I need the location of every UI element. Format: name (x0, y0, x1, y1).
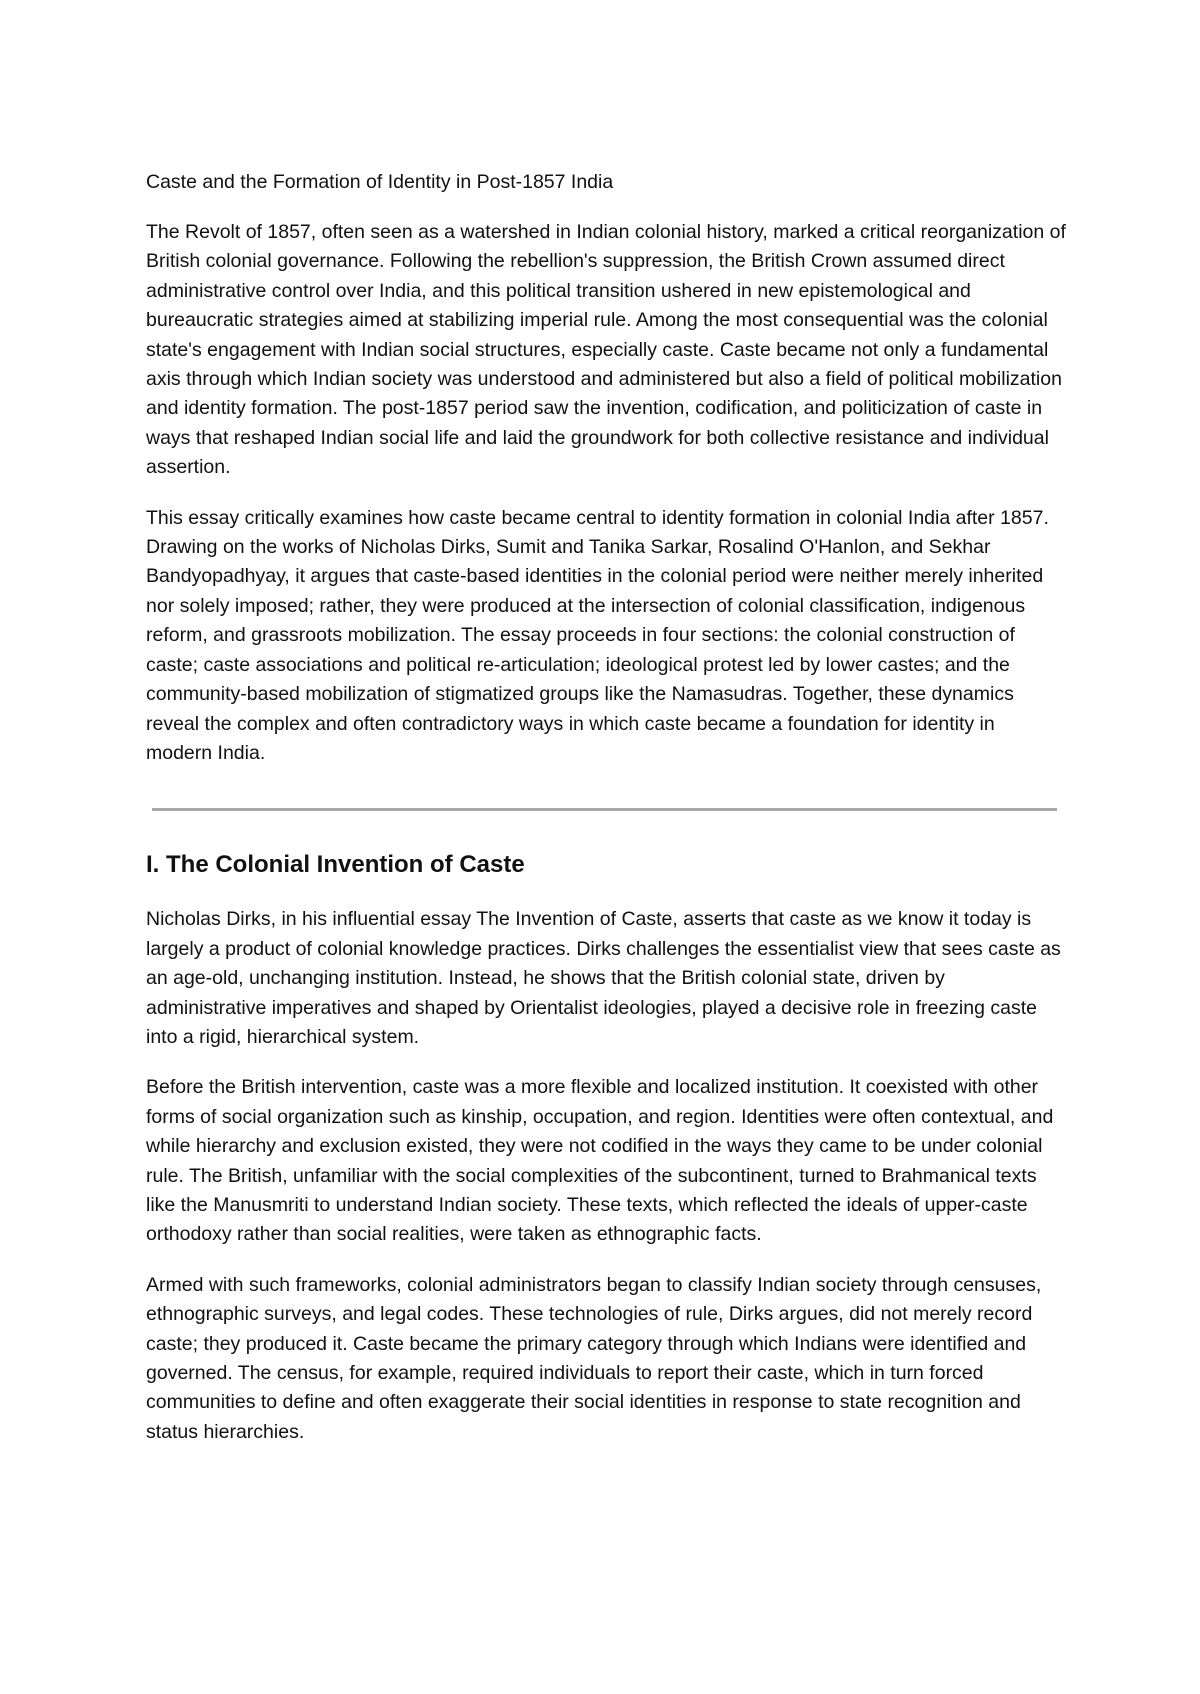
section-paragraph: Nicholas Dirks, in his influential essay The Invention of Caste, asserts that caste as we know it today is largely a product of colonial knowledge practices. Dirks challenges the essentialist view that sees caste as an age-old, unchanging institution. Instead, he shows that the British colonial state, driven by administrative imperatives and shaped by Orientalist ideologies, played a decisive role in freezing caste into a rigid, hierarchical system. (146, 908, 1061, 1048)
section-paragraph: Before the British intervention, caste was a more flexible and localized institution. It coexisted with other forms of social organization such as kinship, occupation, and region. Identities were often contextual, and while hierarchy and exclusion existed, they were not codified in the ways they came to be under colonial rule. The British, unfamiliar with the social complexities of the subcontinent, turned to Brahmanical texts like the Manusmriti to understand Indian society. These texts, which reflected the ideals of upper-caste orthodoxy rather than social realities, were taken as ethnographic facts. (146, 1076, 1054, 1246)
section-heading: I. The Colonial Invention of Caste (146, 851, 525, 879)
section-paragraph: Armed with such frameworks, colonial administrators began to classify Indian society through censuses, ethnographic surveys, and legal codes. These technologies of rule, Dirks argues, did not merely record caste; they produced it. Caste became the primary category through which Indians were identified and governed. The census, for example, required individuals to report their caste, which in turn forced communities to define and often exaggerate their social identities in response to state recognition and status hierarchies. (146, 1273, 1042, 1443)
document-page (146, 168, 1066, 1468)
horizontal-divider (152, 808, 1057, 811)
intro-paragraph: The Revolt of 1857, often seen as a watershed in Indian colonial history, marked a critical reorganization of British colonial governance. Following the rebellion's suppression, the British Crown assumed direct administrative control over India, and this political transition ushered in new epistemological and bureaucratic strategies aimed at stabilizing imperial rule. Among the most consequential was the colonial state's engagement with Indian social structures, especially caste. Caste became not only a fundamental axis through which Indian society was understood and administered but also a field of political mobilization and identity formation. The post-1857 period saw the invention, codification, and politicization of caste in ways that reshaped Indian social life and laid the groundwork for both collective resistance and individual assertion. (146, 221, 1066, 479)
intro-paragraph: This essay critically examines how caste became central to identity formation in colonial India after 1857. Drawing on the works of Nicholas Dirks, Sumit and Tanika Sarkar, Rosalind O'Hanlon, and Sekhar Bandyopadhyay, it argues that caste-based identities in the colonial period were neither merely inherited nor solely imposed; rather, they were produced at the intersection of colonial classification, indigenous reform, and grassroots mobilization. The essay proceeds in four sections: the colonial construction of caste; caste associations and political re-articulation; ideological protest led by lower castes; and the community-based mobilization of stigmatized groups like the Namasudras. Together, these dynamics reveal the complex and often contradictory ways in which caste became a foundation for identity in modern India. (146, 506, 1049, 764)
document-title: Caste and the Formation of Identity in Post-1857 India (146, 171, 614, 193)
